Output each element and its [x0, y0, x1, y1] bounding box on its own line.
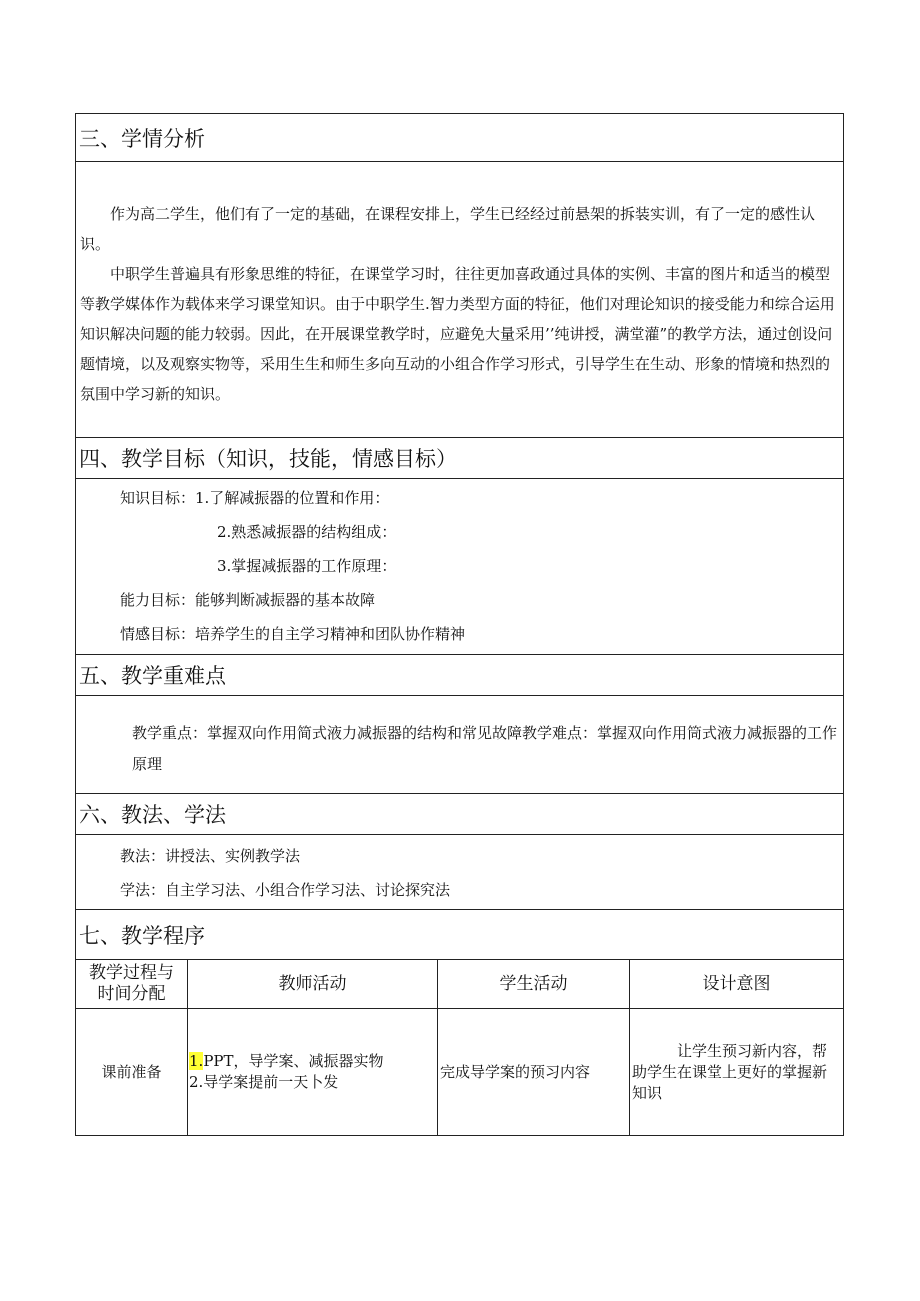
section-3-paragraph-1: 作为高二学生，他们有了一定的基础，在课程安排上，学生已经经过前悬架的拆装实训，有了一定的感性认识。	[80, 205, 816, 253]
procedure-table-header	[76, 960, 843, 1009]
teacher-activity-1-text: PPT，导学案、减振器实物	[203, 1052, 384, 1070]
section-3-heading	[76, 114, 843, 162]
teacher-activity-1	[189, 1051, 384, 1072]
section-7-heading	[76, 910, 843, 960]
header-teacher-activity: 教师活动	[188, 960, 438, 1008]
emotion-goal: 情感目标：培养学生的自主学习精神和团队协作精神	[120, 625, 466, 643]
section-7-title: 七、教学程序	[79, 923, 205, 948]
ability-goal: 能力目标：能够判断减振器的基本故障	[120, 591, 376, 609]
knowledge-goal-2: 2.熟悉减振器的结构组成：	[217, 523, 397, 541]
knowledge-goal-1: 知识目标：1.了解减振器的位置和作用：	[120, 489, 390, 507]
header-design-intent: 设计意图	[702, 973, 771, 994]
section-6-heading	[76, 794, 843, 835]
section-6-body	[76, 835, 843, 910]
knowledge-goal-3: 3.掌握减振器的工作原理：	[217, 557, 397, 575]
section-6-title: 六、教法、学法	[79, 803, 226, 827]
section-3-title: 三、学情分析	[79, 126, 205, 151]
section-3-body	[76, 162, 843, 438]
teaching-method: 教法：讲授法、实例教学法	[120, 847, 301, 865]
highlighted-number: 1.	[189, 1052, 204, 1070]
design-intent-text: 让学生预习新内容，帮助学生在课堂上更好的掌握新知识	[632, 1041, 828, 1102]
header-stage: 教学过程与时间分配	[76, 960, 188, 1008]
lesson-plan-sheet	[75, 113, 844, 1136]
section-5-title: 五、教学重难点	[79, 664, 226, 688]
section-4-title: 四、教学目标（知识，技能，情感目标）	[79, 447, 457, 471]
header-student-activity: 学生活动	[438, 960, 630, 1008]
section-5-body	[76, 696, 843, 794]
teacher-activity-cell	[188, 1009, 438, 1135]
key-difficult-points: 教学重点：掌握双向作用简式液力减振器的结构和常见故障教学难点：掌握双向作用筒式液力减振器的工作原理	[132, 724, 838, 773]
table-row	[76, 1009, 843, 1135]
student-activity-cell: 完成导学案的预习内容	[438, 1009, 630, 1135]
stage-cell: 课前准备	[76, 1009, 188, 1135]
section-5-heading	[76, 655, 843, 696]
section-3-paragraph-2: 中职学生普遍具有形象思维的特征，在课堂学习时，往往更加喜政通过具体的实例、丰富的图片和适当的模型等教学媒体作为载体来学习课堂知识。由于中职学生.智力类型方面的特征，他们对理论知识的接受能力和综合运用知识解决问题的能力较弱。因此，在开展课堂教学时，应避免大量采用’’纯讲授，满堂灌”的教学方法，通过创设问题情境，以及观察实物等，采用生生和师生多向互动的小组合作学习形式，引导学生在生动、形象的情境和热烈的氛围中学习新的知识。	[80, 265, 835, 403]
section-4-heading	[76, 438, 843, 479]
learning-method: 学法：自主学习法、小组合作学习法、讨论探究法	[120, 881, 451, 899]
design-intent-cell	[630, 1009, 843, 1135]
section-4-body	[76, 479, 843, 655]
teacher-activity-2: 2.导学案提前一天卜发	[189, 1073, 339, 1091]
